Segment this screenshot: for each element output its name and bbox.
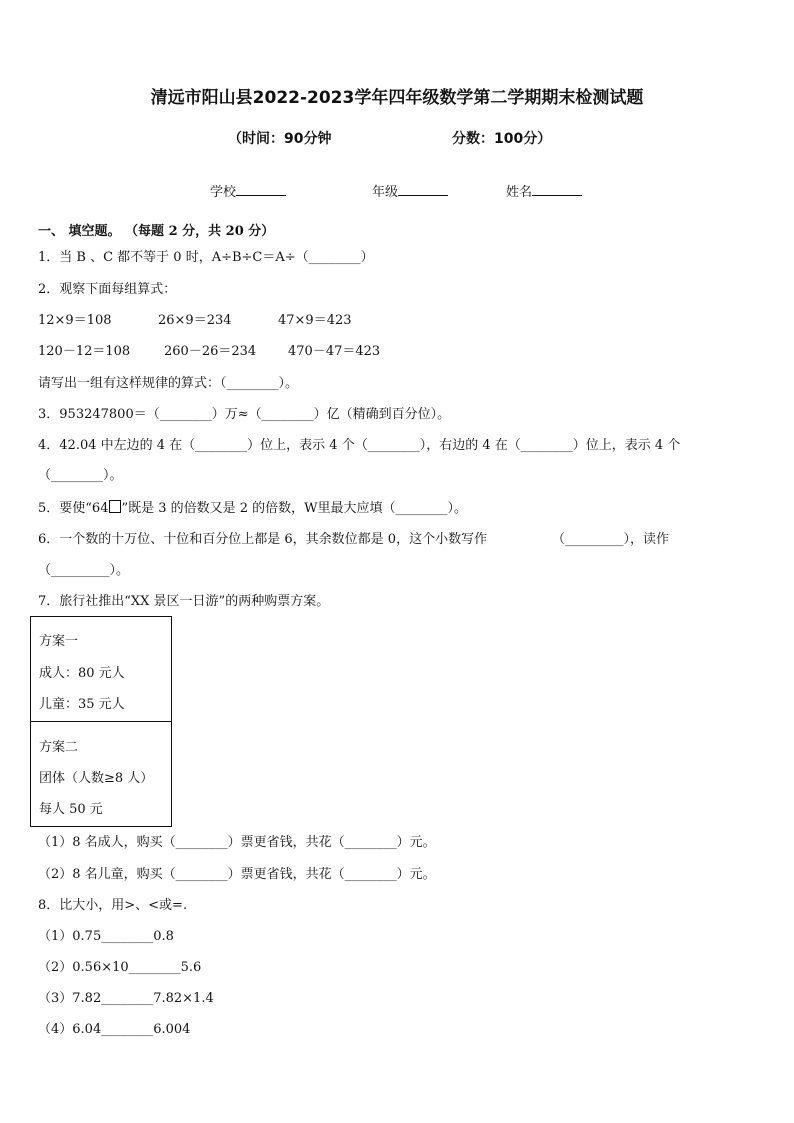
plan-one-box (30, 616, 172, 722)
section-heading: 一、 填空题。 （每题 2 分，共 20 分） (38, 224, 275, 239)
name-field (506, 181, 582, 201)
score-info: 分数：100分） (452, 131, 552, 147)
plan-two-price: 每人 50 元 (39, 802, 103, 817)
question-4: 4．42.04 中左边的 4 在（________）位上，表示 4 个（________），右边的 4 在（________）位上，表示 4 个 (38, 438, 681, 453)
question-6-continued: （_________）。 (38, 563, 130, 578)
plan-two-title: 方案二 (39, 740, 79, 755)
question-4-continued: （________）。 (38, 468, 123, 483)
name-blank[interactable] (532, 181, 582, 196)
question-7-part-1: （1）8 名成人，购买（________）票更省钱，共花（________）元。 (38, 835, 436, 850)
time-info: （时间：90分钟 (228, 131, 332, 147)
question-7: 7．旅行社推出“XX 景区一日游”的两种购票方案。 (38, 594, 330, 609)
question-2-prompt: 请写出一组有这样规律的算式：（________）。 (38, 376, 299, 391)
plan-one-child-price: 儿童：35 元人 (39, 697, 125, 712)
question-6: 6．一个数的十万位、十位和百分位上都是 6，其余数位都是 0，这个小数写作 (38, 532, 488, 547)
grade-blank[interactable] (398, 181, 448, 196)
equation: 470－47＝423 (288, 344, 381, 359)
page-title: 清远市阳山县2022-2023学年四年级数学第二学期期末检测试题 (150, 88, 644, 108)
question-2: 2．观察下面每组算式： (38, 282, 177, 297)
question-8: 8．比大小，用>、<或=. (38, 898, 188, 913)
blank-square-icon (109, 500, 121, 513)
question-5-text-start: 5．要使“64 (38, 501, 109, 516)
question-8-part-4: （4）6.04________6.004 (38, 1022, 191, 1037)
school-blank[interactable] (236, 181, 286, 196)
plan-two-box (30, 721, 172, 827)
grade-field (372, 181, 448, 201)
grade-label: 年级 (372, 185, 399, 200)
plan-one-adult-price: 成人：80 元人 (39, 666, 125, 681)
equation: 47×9＝423 (278, 313, 352, 328)
question-6-answer: （_________），读作 (552, 532, 670, 547)
question-3: 3．953247800＝（________）万≈（________）亿（精确到百分位）。 (38, 407, 451, 422)
question-5 (38, 500, 467, 517)
question-7-part-2: （2）8 名儿童，购买（________）票更省钱，共花（________）元。 (38, 867, 436, 882)
plan-one-title: 方案一 (39, 634, 79, 649)
question-1: 1．当 B 、C 都不等于 0 时，A÷B÷C＝A÷（________） (38, 250, 374, 265)
school-label: 学校 (210, 185, 237, 200)
question-8-part-3: （3）7.82________7.82×1.4 (38, 991, 214, 1006)
question-5-text-end: ”既是 3 的倍数又是 2 的倍数，W里最大应填（________）。 (121, 501, 468, 516)
name-label: 姓名 (506, 185, 533, 200)
question-8-part-1: （1）0.75________0.8 (38, 929, 174, 944)
question-8-part-2: （2）0.56×10________5.6 (38, 960, 202, 975)
equation: 12×9＝108 (38, 313, 112, 328)
equation: 120－12＝108 (38, 344, 131, 359)
equation: 260－26＝234 (164, 344, 257, 359)
plan-two-group-condition: 团体（人数≥8 人） (39, 771, 154, 786)
school-field (210, 181, 286, 201)
equation: 26×9＝234 (158, 313, 232, 328)
